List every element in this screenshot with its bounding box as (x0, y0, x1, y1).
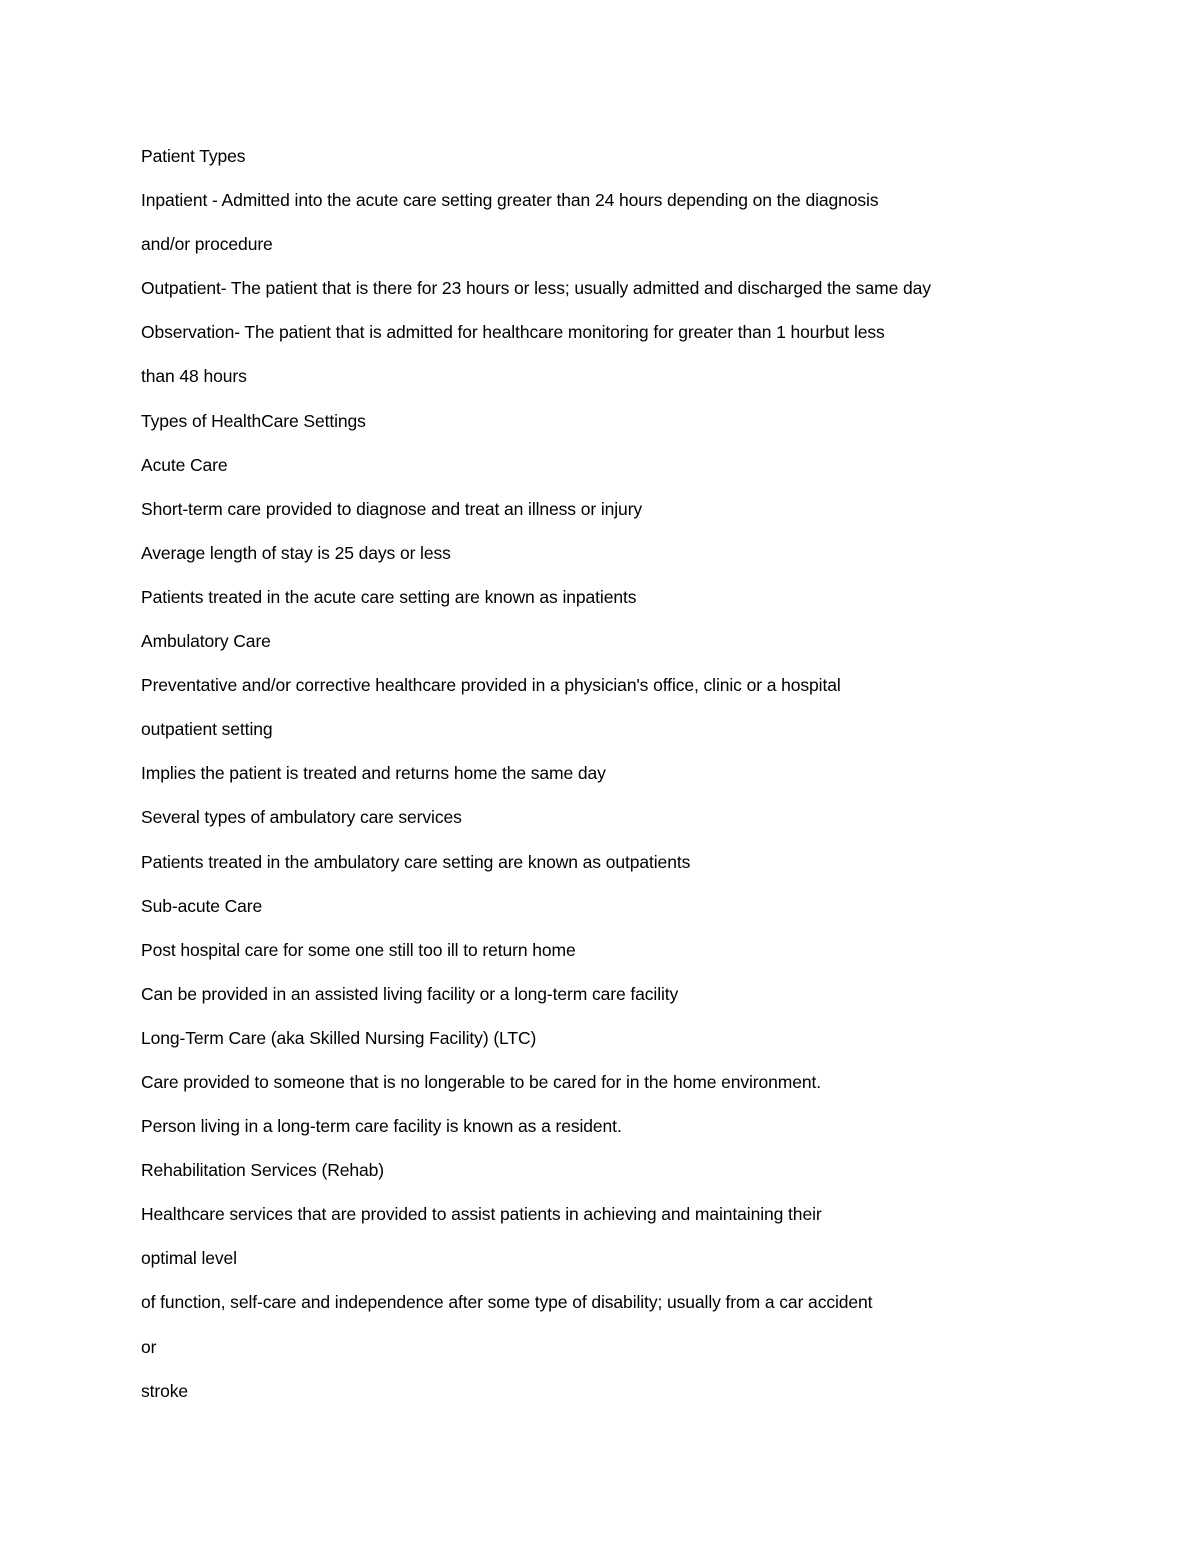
text-line: Post hospital care for some one still too ill to return home (141, 939, 576, 960)
text-line: Healthcare services that are provided to assist patients in achieving and maintaining their (141, 1204, 822, 1225)
text-line: optimal level (141, 1248, 237, 1269)
document-body (141, 141, 1081, 1420)
text-line: and/or procedure (141, 234, 273, 255)
text-line: Care provided to someone that is no longerable to be cared for in the home environment. (141, 1071, 822, 1092)
text-line: Inpatient - Admitted into the acute care setting greater than 24 hours depending on the diagnosis (141, 190, 879, 211)
subheading-sub-acute-care: Sub-acute Care (141, 895, 263, 916)
subheading-ambulatory-care: Ambulatory Care (141, 631, 271, 652)
subheading-rehabilitation: Rehabilitation Services (Rehab) (141, 1160, 384, 1181)
text-line: stroke (141, 1380, 189, 1401)
text-line: Patients treated in the ambulatory care setting are known as outpatients (141, 851, 691, 872)
text-line: Implies the patient is treated and returns home the same day (141, 763, 606, 784)
text-line: Preventative and/or corrective healthcare provided in a physician's office, clinic or a hospital (141, 675, 841, 696)
text-line: Average length of stay is 25 days or less (141, 542, 451, 563)
text-line: Short-term care provided to diagnose and treat an illness or injury (141, 498, 643, 519)
text-line: of function, self-care and independence after some type of disability; usually from a car accident (141, 1292, 873, 1313)
subheading-acute-care: Acute Care (141, 454, 228, 475)
text-line: Can be provided in an assisted living facility or a long-term care facility (141, 983, 679, 1004)
text-line: than 48 hours (141, 366, 247, 387)
subheading-long-term-care: Long-Term Care (aka Skilled Nursing Facility) (LTC) (141, 1027, 537, 1048)
text-line: Observation- The patient that is admitted for healthcare monitoring for greater than 1 hourbut less (141, 322, 885, 343)
text-line: Outpatient- The patient that is there for 23 hours or less; usually admitted and discharged the same day (141, 278, 931, 299)
text-line: outpatient setting (141, 719, 273, 740)
section-heading-patient-types: Patient Types (141, 146, 246, 166)
text-line: Several types of ambulatory care services (141, 807, 462, 828)
text-line: Person living in a long-term care facility is known as a resident. (141, 1116, 622, 1137)
text-line: or (141, 1336, 157, 1357)
section-heading-settings: Types of HealthCare Settings (141, 410, 366, 431)
text-line: Patients treated in the acute care setting are known as inpatients (141, 586, 637, 607)
